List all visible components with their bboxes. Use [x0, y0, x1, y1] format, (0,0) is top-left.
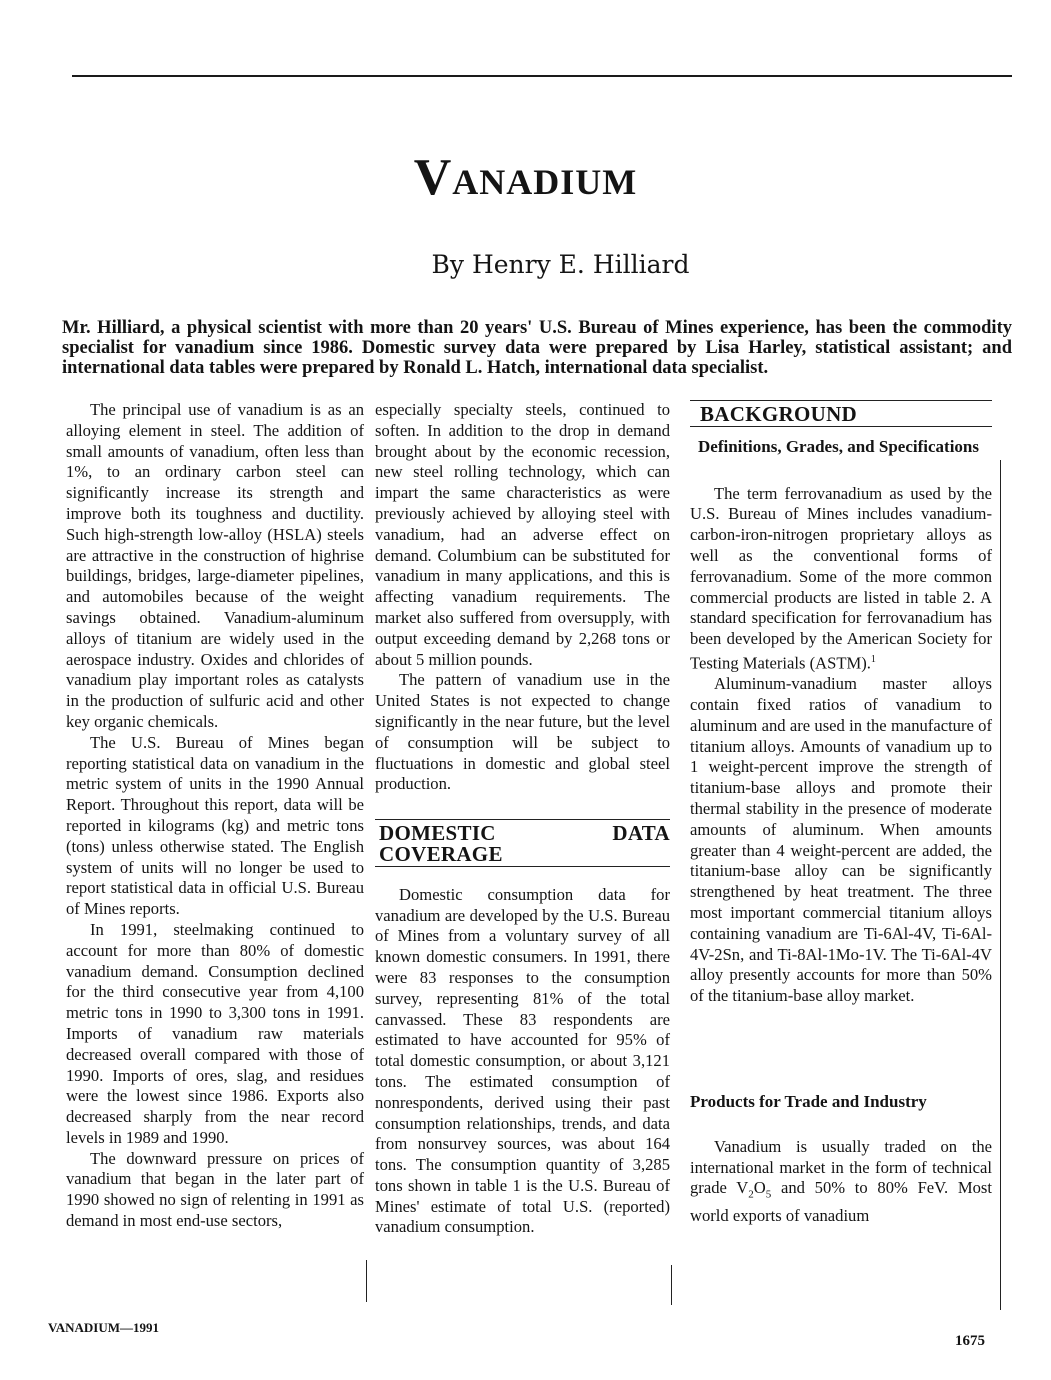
paragraph: The downward pressure on prices of vanadium that began in the later part of 1990 showed no sign of relenting in 1991 as demand in most end-use sectors, — [66, 1148, 364, 1231]
subheading-definitions: Definitions, Grades, and Specifications — [698, 436, 979, 456]
page-number: 1675 — [955, 1333, 985, 1349]
paragraph: Aluminum-vanadium master alloys contain fixed ratios of vanadium to aluminum and are used in the manufacture of titanium alloys. Amounts of vanadium up to 1 weight-percent improve the strength of titanium-base alloys and promote their thermal stability in the presence of moderate amounts of aluminum. When amounts greater than 4 weight-percent are added, the titanium-base alloy can be significantly strengthened by heat treatment. The three most important commercial titanium alloys containing vanadium are Ti-6Al-4V, Ti-6Al-4V-2Sn, and Ti-8Al-1Mo-1V. The Ti-6Al-4V alloy presently accounts for more than 50% of the titanium-base alloy market. — [690, 674, 992, 1006]
paragraph: Vanadium is usually traded on the international market in the form of technical grade $V_2O_5$ and 50% to 80% FeV. Most world exports of vanadium — [690, 1136, 993, 1225]
section-heading-domestic-data-coverage: DOMESTIC DATA COVERAGE — [375, 819, 670, 867]
author-bio: Mr. Hilliard, a physical scientist with more than 20 years' U.S. Bureau of Mines experience, has been the commodity specialist for vanadium since 1986. Domestic survey data were prepared by Lisa Harley, statistical assistant; and international data tables were prepared by Ronald L. Hatch, international data specialist. — [62, 318, 1012, 378]
footnote-marker: 1 — [870, 653, 876, 665]
page-title: Vanadium — [413, 149, 638, 206]
column-1 — [66, 400, 364, 1232]
column-divider — [1000, 460, 1001, 1310]
paragraph: In 1991, steelmaking continued to account for more than 80% of domestic vanadium demand. Consumption declined for the third consecutive year from 4,100 metric tons in 1990 to 3,300 tons in 1991. Imports of vanadium raw materials decreased overall compared with those of 1990. Imports of ores, slag, and residues were the lowest since 1986. Exports also decreased sharply from the near record levels in 1989 and 1990. — [66, 919, 364, 1147]
section-heading-background: BACKGROUND — [690, 400, 992, 427]
paragraph: The term ferrovanadium as used by the U.S. Bureau of Mines includes vanadium-carbon-iron-nitrogen proprietary alloys as well as the conventional forms of ferrovanadium. Some of the more common commercial products are listed in table 2. A standard specification for ferrovanadium has been developed by the American Society for Testing Materials (ASTM).$^1$ — [690, 483, 992, 673]
top-rule — [72, 75, 1012, 77]
paragraph: The pattern of vanadium use in the United States is not expected to change significantly in the near future, but the level of consumption will be subject to fluctuations in domestic and global steel production. — [375, 670, 670, 794]
column-divider — [671, 1265, 672, 1305]
paragraph: especially specialty steels, continued to soften. In addition to the drop in demand brought about by the economic recession, new steel rolling technology, which can impart the same characteristics as were previously achieved by alloying steel with vanadium, had an adverse effect on demand. Columbium can be substituted for vanadium in many applications, and this is affecting vanadium requirements. The market also suffered from oversupply, with output exceeding demand by 2,268 tons or about 5 million pounds. — [375, 400, 670, 669]
subheading-products: Products for Trade and Industry — [690, 1092, 927, 1112]
running-footer: VANADIUM—1991 — [48, 1320, 159, 1335]
byline: By Henry E. Hilliard — [431, 250, 690, 279]
paragraph: The principal use of vanadium is as an alloying element in steel. The addition of small amounts of vanadium, often less than 1%, to an ordinary carbon steel can significantly increase its strength and improve both its toughness and ductility. Such high-strength low-alloy (HSLA) steels are attractive in the construction of highrise buildings, bridges, large-diameter pipelines, and automobiles because of the weight savings obtained. Vanadium-aluminum alloys of titanium are widely used in the aerospace industry. Oxides and chlorides of vanadium play important roles as catalysts in the production of sulfuric acid and other key organic chemicals. — [66, 400, 364, 731]
column-2 — [375, 400, 670, 1238]
column-3 — [690, 400, 992, 1226]
paragraph: The U.S. Bureau of Mines began reporting statistical data on vanadium in the metric system of units in the 1990 Annual Report. Throughout this report, data will be reported in kilograms (kg) and metric tons (tons) unless otherwise stated. The English system of units will no longer be used to report statistical data in official U.S. Bureau of Mines reports. — [66, 732, 364, 919]
paragraph: Domestic consumption data for vanadium are developed by the U.S. Bureau of Mines from a voluntary survey of all known domestic consumers. In 1991, there were 83 responses to the consumption survey, representing 81% of the total canvassed. These 83 respondents are estimated to have accounted for 95% of total domestic consumption, or about 3,121 tons. The estimated consumption of nonrespondents, derived using their past consumption relationships, trends, and data from nonsurvey sources, was about 164 tons. The consumption quantity of 3,285 tons shown in table 1 is the U.S. Bureau of Mines' estimate of total U.S. (reported) vanadium consumption. — [375, 884, 670, 1237]
column-divider — [366, 1260, 367, 1302]
